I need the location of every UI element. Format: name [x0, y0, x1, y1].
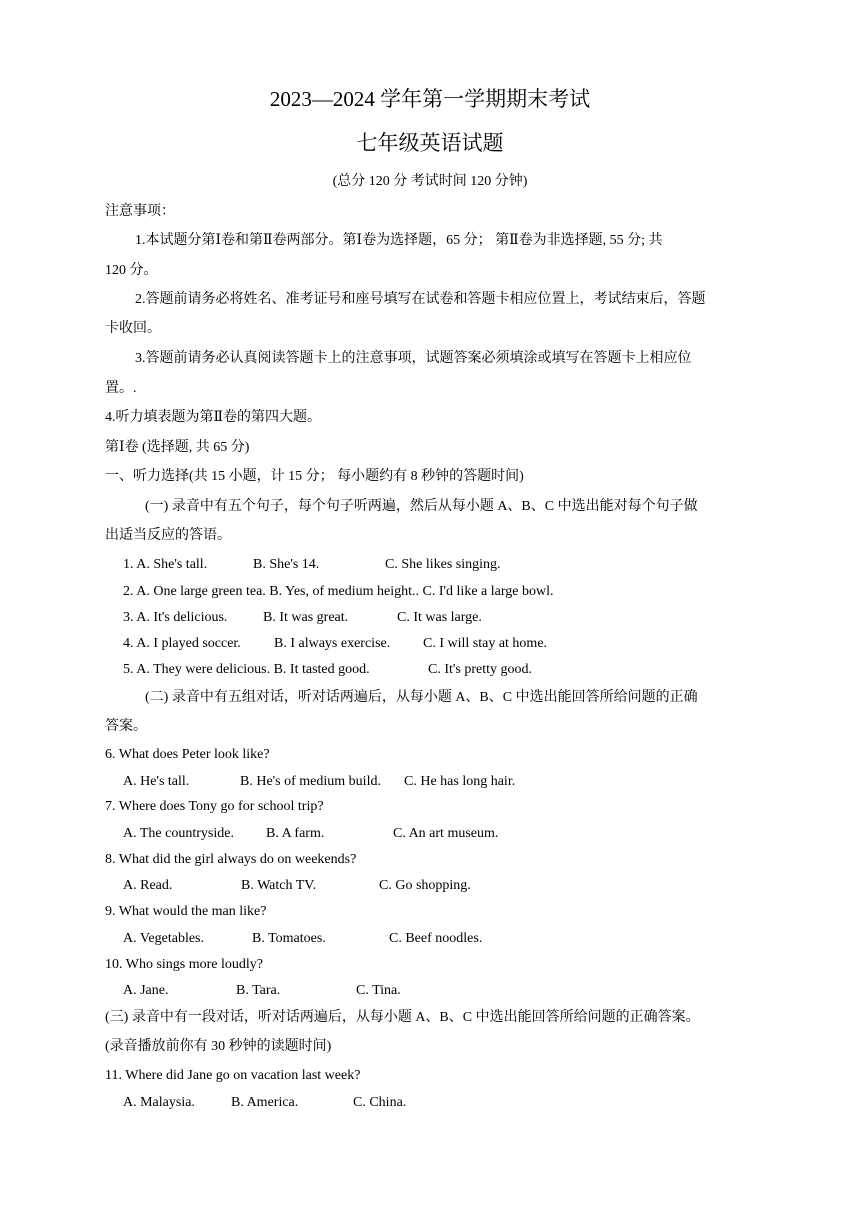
question-8-option-c: C. Go shopping. [379, 878, 471, 893]
question-4-option-b: B. I always exercise. [274, 636, 391, 651]
note-3-line-2: 置。. [105, 381, 137, 396]
question-11: 11. Where did Jane go on vacation last week? [105, 1068, 361, 1083]
section-1-heading: 一、听力选择(共 15 小题，计 15 分； 每小题约有 8 秒钟的答题时间) [105, 469, 524, 484]
question-10: 10. Who sings more loudly? [105, 957, 264, 972]
question-4-option-a: 4. A. I played soccer. [123, 636, 241, 651]
question-1-option-c: C. She likes singing. [385, 557, 501, 572]
subsection-2-line-2: 答案。 [105, 719, 147, 734]
note-3-line-1: 3.答题前请务必认真阅读答题卡上的注意事项，试题答案必须填涂或填写在答题卡上相应位 [135, 351, 692, 366]
question-6-option-b: B. He's of medium build. [240, 774, 381, 789]
question-1-option-a: 1. A. She's tall. [123, 557, 208, 572]
question-8-option-b: B. Watch TV. [241, 878, 317, 893]
question-6-option-a: A. He's tall. [123, 774, 190, 789]
subsection-1-line-1: (一) 录音中有五个句子，每个句子听两遍，然后从每小题 A、B、C 中选出能对每个句子做 [145, 499, 698, 514]
question-7-option-b: B. A farm. [266, 826, 325, 841]
question-3-option-a: 3. A. It's delicious. [123, 610, 228, 625]
question-5-options-ab: 5. A. They were delicious. B. It tasted good. [123, 662, 370, 677]
subsection-1-line-2: 出适当反应的答语。 [105, 528, 231, 543]
exam-info: (总分 120 分 考试时间 120 分钟) [332, 174, 528, 189]
note-1-line-1: 1.本试题分第Ⅰ卷和第Ⅱ卷两部分。第Ⅰ卷为选择题，65 分； 第Ⅱ卷为非选择题, 55 分; 共 [135, 233, 663, 248]
exam-title: 2023—2024 学年第一学期期末考试 [269, 87, 591, 111]
subsection-3-line-2: (录音播放前你有 30 秒钟的读题时间) [105, 1039, 332, 1054]
question-7-option-a: A. The countryside. [123, 826, 234, 841]
note-4: 4.听力填表题为第Ⅱ卷的第四大题。 [105, 410, 322, 425]
question-9-option-b: B. Tomatoes. [252, 931, 326, 946]
question-2: 2. A. One large green tea. B. Yes, of medium height.. C. I'd like a large bowl. [123, 584, 554, 599]
question-8-option-a: A. Read. [123, 878, 173, 893]
question-7-option-c: C. An art museum. [393, 826, 499, 841]
question-9-option-c: C. Beef noodles. [389, 931, 483, 946]
question-3-option-b: B. It was great. [263, 610, 349, 625]
question-9: 9. What would the man like? [105, 904, 267, 919]
question-7: 7. Where does Tony go for school trip? [105, 799, 324, 814]
question-3-option-c: C. It was large. [397, 610, 482, 625]
notes-heading: 注意事项： [105, 204, 175, 219]
question-10-option-c: C. Tina. [356, 983, 401, 998]
question-8: 8. What did the girl always do on weekends? [105, 852, 357, 867]
subsection-2-line-1: (二) 录音中有五组对话，听对话两遍后，从每小题 A、B、C 中选出能回答所给问题的正确 [145, 690, 698, 705]
question-6: 6. What does Peter look like? [105, 747, 270, 762]
question-4-option-c: C. I will stay at home. [423, 636, 548, 651]
question-6-option-c: C. He has long hair. [404, 774, 516, 789]
question-9-option-a: A. Vegetables. [123, 931, 204, 946]
question-11-option-b: B. America. [231, 1095, 299, 1110]
question-1-option-b: B. She's 14. [253, 557, 320, 572]
question-5-option-c: C. It's pretty good. [428, 662, 533, 677]
note-1-line-2: 120 分。 [105, 263, 158, 278]
question-11-option-a: A. Malaysia. [123, 1095, 195, 1110]
question-10-option-b: B. Tara. [236, 983, 281, 998]
note-2-line-1: 2.答题前请务必将姓名、准考证号和座号填写在试卷和答题卡相应位置上，考试结束后，答题 [135, 292, 706, 307]
exam-subtitle: 七年级英语试题 [356, 131, 504, 155]
subsection-3-line-1: (三) 录音中有一段对话，听对话两遍后，从每小题 A、B、C 中选出能回答所给问题的正确答案。 [105, 1010, 700, 1025]
question-10-option-a: A. Jane. [123, 983, 169, 998]
note-2-line-2: 卡收回。 [105, 321, 161, 336]
question-11-option-c: C. China. [353, 1095, 407, 1110]
part-1-heading: 第Ⅰ卷 (选择题, 共 65 分) [105, 440, 250, 455]
